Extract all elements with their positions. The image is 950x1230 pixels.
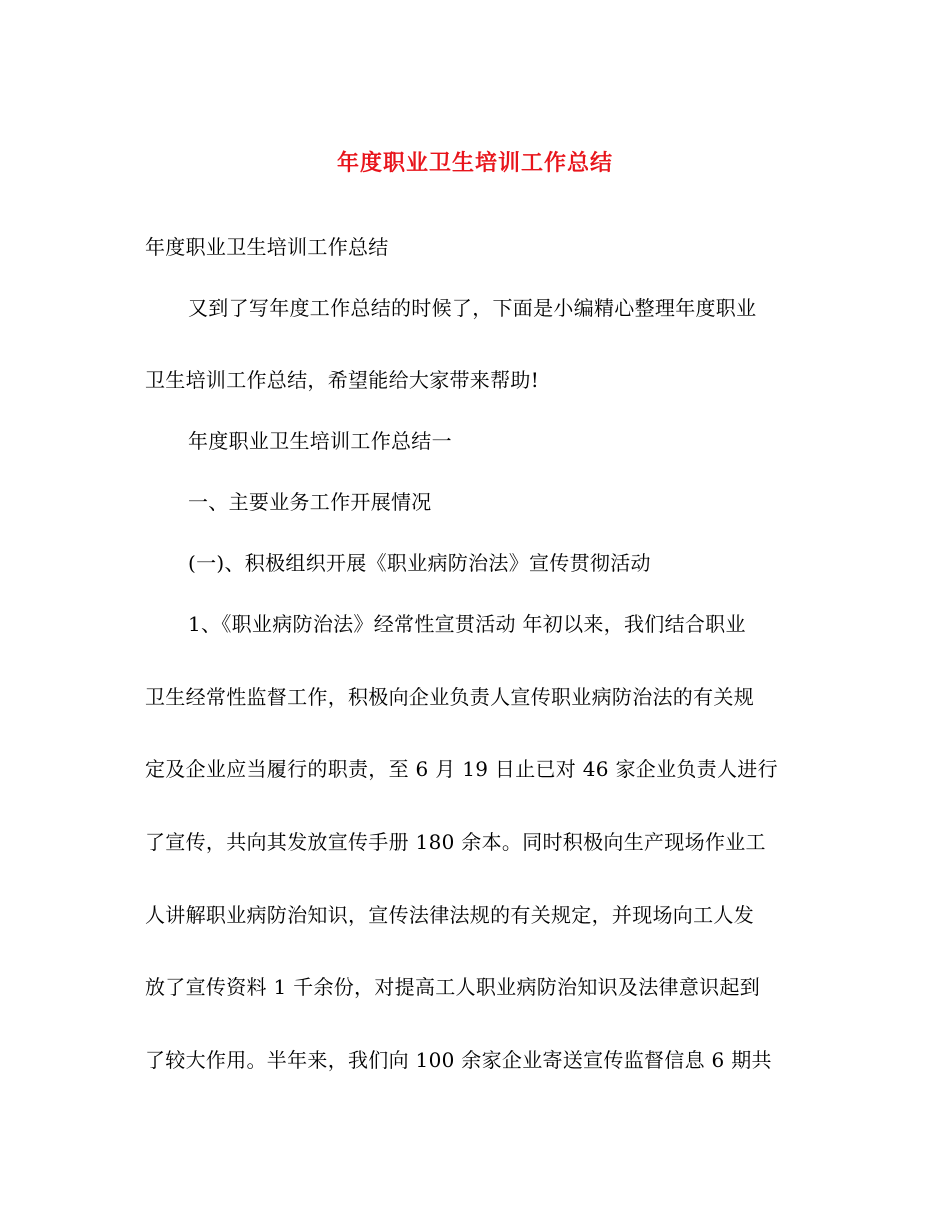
paragraph-line: 卫生经常性监督工作，积极向企业负责人宣传职业病防治法的有关规: [145, 685, 754, 709]
paragraph-line: 人讲解职业病防治知识，宣传法律法规的有关规定，并现场向工人发: [145, 903, 754, 927]
paragraph-line: 1、《职业病防治法》经常性宣贯活动 年初以来，我们结合职业: [188, 612, 746, 636]
subtitle-line: 年度职业卫生培训工作总结: [145, 235, 389, 259]
subsection-heading: (一)、积极组织开展《职业病防治法》宣传贯彻活动: [188, 551, 651, 575]
section-heading: 年度职业卫生培训工作总结一: [188, 429, 452, 453]
paragraph-line: 了较大作用。半年来，我们向 100 余家企业寄送宣传监督信息 6 期共: [145, 1048, 772, 1072]
section-heading: 一、主要业务工作开展情况: [188, 490, 432, 514]
paragraph-line: 了宣传，共向其发放宣传手册 180 余本。同时积极向生产现场作业工: [145, 830, 766, 854]
paragraph-line: 放了宣传资料 1 千余份，对提高工人职业病防治知识及法律意识起到: [145, 975, 761, 999]
paragraph-line: 定及企业应当履行的职责，至 6 月 19 日止已对 46 家企业负责人进行: [145, 757, 778, 781]
document-title: 年度职业卫生培训工作总结: [336, 150, 613, 176]
paragraph-line: 又到了写年度工作总结的时候了，下面是小编精心整理年度职业: [188, 296, 757, 320]
paragraph-line: 卫生培训工作总结，希望能给大家带来帮助!: [145, 368, 540, 392]
